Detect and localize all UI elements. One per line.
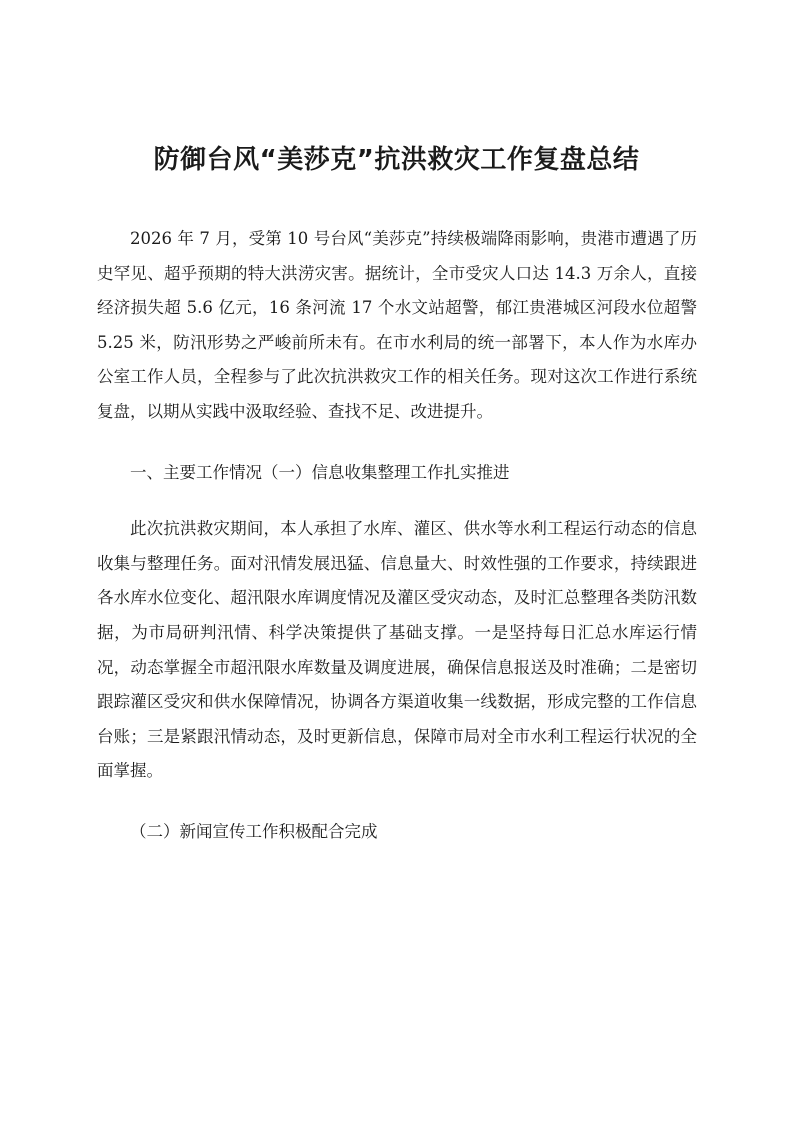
paragraph-intro: 2026 年 7 月，受第 10 号台风“美莎克”持续极端降雨影响，贵港市遭遇了历史罕见、超乎预期的特大洪涝灾害。据统计，全市受灾人口达 14.3 万余人，直接经济损失超 5.6 亿元，16 条河流 17 个水文站超警，郁江贵港城区河段水位超警 5.25 米，防汛形势之严峻前所未有。在市水利局的统一部署下，本人作为水库办公室工作人员，全程参与了此次抗洪救灾工作的相关任务。现对这次工作进行系统复盘，以期从实践中汲取经验、查找不足、改进提升。 (97, 229, 697, 421)
document-title: 防御台风“美莎克”抗洪救灾工作复盘总结 (153, 145, 640, 175)
document-body (97, 222, 697, 876)
paragraph-info-collection: 此次抗洪救灾期间，本人承担了水库、灌区、供水等水利工程运行动态的信息收集与整理任务。面对汛情发展迅猛、信息量大、时效性强的工作要求，持续跟进各水库水位变化、超汛限水库调度情况及灌区受灾动态，及时汇总整理各类防汛数据，为市局研判汛情、科学决策提供了基础支撑。一是坚持每日汇总水库运行情况，动态掌握全市超汛限水库数量及调度进展，确保信息报送及时准确；二是密切跟踪灌区受灾和供水保障情况，协调各方渠道收集一线数据，形成完整的工作信息台账；三是紧跟汛情动态，及时更新信息，保障市局对全市水利工程运行状况的全面掌握。 (97, 519, 697, 781)
section-heading-main-work: 一、主要工作情况（一）信息收集整理工作扎实推进 (130, 462, 510, 482)
section-heading-news-publicity: （二）新闻宣传工作积极配合完成 (130, 821, 378, 841)
